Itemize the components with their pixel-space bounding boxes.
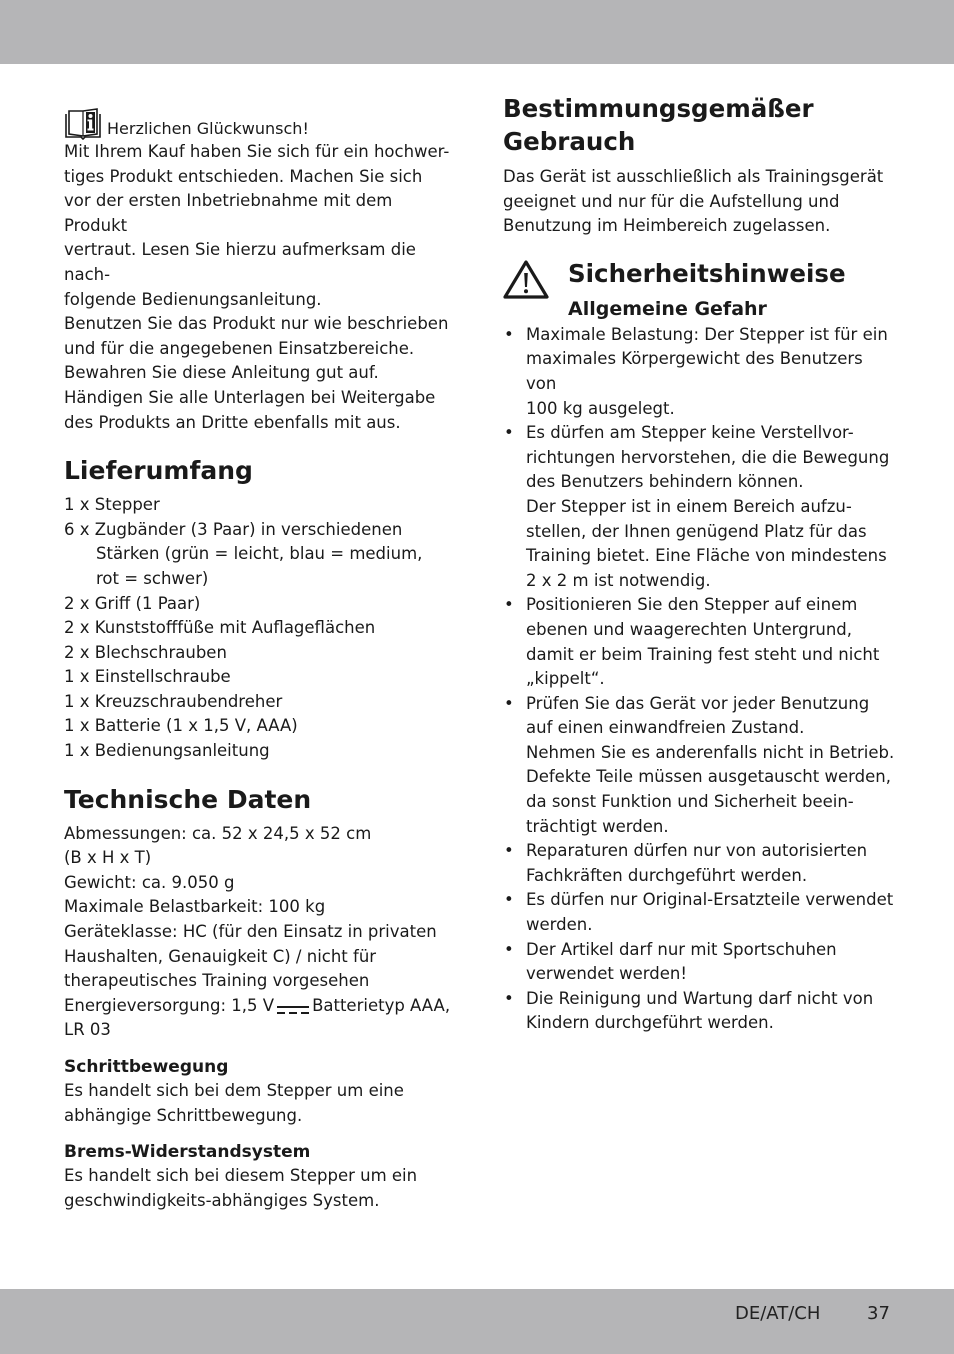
- sicherheit-bullet-line: Defekte Teile müssen ausgetauscht werden,: [526, 767, 891, 787]
- bestimmung-line: Das Gerät ist ausschließlich als Trainingsgerät: [503, 167, 884, 186]
- sicherheit-bullet-line: • Es dürfen nur Original-Ersatzteile verwendet: [526, 890, 894, 910]
- lieferumfang-item-line: 1 x Batterie (1 x 1,5 V, AAA): [64, 716, 298, 736]
- header-band: [0, 0, 954, 64]
- tech-line: Gewicht: ca. 9.050 g: [64, 872, 235, 892]
- tech-line: Abmessungen: ca. 52 x 24,5 x 52 cm: [64, 823, 372, 843]
- footer-region: DE/AT/CH: [735, 1303, 821, 1324]
- sicherheit-bullet-line: richtungen hervorstehen, die die Bewegung: [526, 447, 890, 467]
- intro-line: tiges Produkt entschieden. Machen Sie sich: [64, 166, 423, 186]
- dc-current-symbol-icon: [277, 999, 309, 1009]
- lieferumfang-item: [64, 493, 454, 518]
- bestimmung-heading: [503, 92, 898, 158]
- intro-line: Händigen Sie alle Unterlagen bei Weitergabe: [64, 387, 436, 407]
- brems-heading: Brems-Widerstandsystem: [64, 1142, 311, 1163]
- lieferumfang-item: [64, 518, 454, 592]
- sicherheit-bullet: [503, 839, 898, 888]
- tech-line: therapeutisches Training vorgesehen: [64, 971, 370, 991]
- sicherheit-bullet-line: • Der Artikel darf nur mit Sportschuhen: [526, 939, 837, 959]
- sicherheit-bullet-line: auf einen einwandfreien Zustand.: [526, 718, 805, 738]
- sicherheit-bullet-line: maximales Körpergewicht des Benutzers von: [526, 349, 863, 393]
- right-column: [503, 92, 898, 1036]
- schritt-line: Es handelt sich bei dem Stepper um eine: [64, 1081, 404, 1100]
- left-column: [64, 108, 454, 1213]
- sicherheit-bullet-line: „kippelt“.: [526, 669, 605, 689]
- lieferumfang-item: [64, 739, 454, 764]
- bestimmung-line: Benutzung im Heimbereich zugelassen.: [503, 216, 831, 236]
- intro-line: des Produkts an Dritte ebenfalls mit aus.: [64, 412, 401, 432]
- sicherheit-bullet-line: Fachkräften durchgeführt werden.: [526, 865, 808, 885]
- intro-line: vor der ersten Inbetriebnahme mit dem Produkt: [64, 191, 393, 235]
- sicherheit-bullet-line: damit er beim Training fest steht und nicht: [526, 644, 880, 664]
- intro-line: Mit Ihrem Kauf haben Sie sich für ein hochwer-: [64, 142, 450, 161]
- sicherheit-header: [503, 259, 898, 323]
- lieferumfang-item-line: 2 x Griff (1 Paar): [64, 593, 201, 613]
- sicherheit-bullet-line: Training bietet. Eine Fläche von mindestens: [526, 546, 887, 566]
- brems-line: geschwindigkeits-abhängiges System.: [64, 1190, 380, 1210]
- sicherheit-bullet-line: • Reparaturen dürfen nur von autorisierten: [526, 841, 868, 861]
- sicherheit-bullet-line: Kindern durchgeführt werden.: [526, 1013, 774, 1033]
- brems-line: Es handelt sich bei diesem Stepper um ein: [64, 1166, 418, 1186]
- sicherheit-bullet-line: da sonst Funktion und Sicherheit beein-: [526, 792, 854, 812]
- lieferumfang-list: [64, 493, 454, 764]
- lieferumfang-item: [64, 616, 454, 641]
- sicherheit-bullet-line: trächtigt werden.: [526, 816, 669, 836]
- lieferumfang-item-line: 1 x Kreuzschraubendreher: [64, 691, 283, 711]
- technische-daten-heading: Technische Daten: [64, 784, 312, 814]
- lieferumfang-item: [64, 714, 454, 739]
- sicherheit-bullet-line: des Benutzers behindern können.: [526, 472, 804, 492]
- schritt-line: abhängige Schrittbewegung.: [64, 1105, 303, 1125]
- tech-line: Haushalten, Genauigkeit C) / nicht für: [64, 946, 377, 966]
- sicherheit-heading: Sicherheitshinweise: [568, 258, 846, 288]
- sicherheit-bullet-line: • Maximale Belastung: Der Stepper ist für ein: [526, 324, 888, 344]
- intro-greeting-line: [64, 108, 454, 140]
- lieferumfang-item-line: 2 x Blechschrauben: [64, 642, 227, 662]
- sicherheit-bullet-line: Nehmen Sie es anderenfalls nicht in Betrieb.: [526, 742, 895, 762]
- tech-line: Geräteklasse: HC (für den Einsatz in privaten: [64, 922, 437, 942]
- lieferumfang-item-line: 2 x Kunststofffüße mit Auflageflächen: [64, 618, 376, 638]
- allgemeine-gefahr-heading: Allgemeine Gefahr: [568, 297, 767, 320]
- lieferumfang-item: [64, 592, 454, 617]
- intro-line: und für die angegebenen Einsatzbereiche.: [64, 338, 415, 358]
- intro-paragraph: [64, 140, 454, 435]
- page-number: 37: [867, 1303, 890, 1324]
- sicherheit-bullet: [503, 323, 898, 421]
- sicherheit-bullet-line: stellen, der Ihnen genügend Platz für das: [526, 521, 867, 541]
- intro-greeting: Herzlichen Glückwunsch!: [107, 119, 309, 138]
- lieferumfang-item-line: Stärken (grün = leicht, blau = medium,: [96, 544, 423, 564]
- sicherheit-bullet: [503, 421, 898, 593]
- tech-line: Maximale Belastbarkeit: 100 kg: [64, 897, 326, 917]
- sicherheit-bullet-line: 2 x 2 m ist notwendig.: [526, 570, 711, 590]
- tech-line: (B x H x T): [64, 848, 152, 868]
- sicherheit-bullet: [503, 692, 898, 840]
- lieferumfang-item: [64, 690, 454, 715]
- sicherheit-bullet-line: • Die Reinigung und Wartung darf nicht von: [526, 988, 874, 1008]
- lieferumfang-heading: Lieferumfang: [64, 456, 253, 486]
- lieferumfang-item: [64, 641, 454, 666]
- sicherheit-bullet: [503, 938, 898, 987]
- lieferumfang-item-line: rot = schwer): [96, 568, 209, 588]
- schrittbewegung-heading: Schrittbewegung: [64, 1057, 229, 1077]
- technische-daten-list: [64, 822, 454, 994]
- sicherheit-bullet: [503, 888, 898, 937]
- lieferumfang-item: [64, 665, 454, 690]
- sicherheit-bullet-line: • Es dürfen am Stepper keine Verstellvor-: [526, 423, 854, 443]
- sicherheit-bullet-line: werden.: [526, 915, 593, 935]
- info-book-icon: [64, 108, 102, 140]
- bestimmung-text: [503, 165, 898, 239]
- sicherheit-bullet-line: ebenen und waagerechten Untergrund,: [526, 619, 853, 639]
- intro-line: Bewahren Sie diese Anleitung gut auf.: [64, 363, 379, 383]
- lieferumfang-item-line: 6 x Zugbänder (3 Paar) in verschiedenen: [64, 519, 403, 539]
- schrittbewegung-text: [64, 1079, 454, 1128]
- sicherheit-bullet: [503, 593, 898, 691]
- brems-text: [64, 1164, 454, 1213]
- intro-line: Benutzen Sie das Produkt nur wie beschrieben: [64, 314, 449, 334]
- warning-triangle-icon: [503, 259, 549, 299]
- sicherheit-list: [503, 323, 898, 1036]
- energy-line: Energieversorgung: 1,5 V Batterietyp AAA,: [64, 995, 451, 1015]
- bestimmung-heading-line: Bestimmungsgemäßer: [503, 94, 814, 123]
- intro-line: folgende Bedienungsanleitung.: [64, 289, 322, 309]
- intro-line: vertraut. Lesen Sie hierzu aufmerksam die nach-: [64, 240, 416, 284]
- sicherheit-bullet-line: • Prüfen Sie das Gerät vor jeder Benutzung: [526, 693, 870, 713]
- bestimmung-line: geeignet und nur für die Aufstellung und: [503, 191, 840, 211]
- lieferumfang-item-line: 1 x Einstellschraube: [64, 667, 231, 687]
- lieferumfang-item-line: 1 x Bedienungsanleitung: [64, 741, 270, 761]
- sicherheit-bullet-line: • Positionieren Sie den Stepper auf einem: [526, 595, 858, 615]
- lieferumfang-item-line: 1 x Stepper: [64, 495, 160, 515]
- bestimmung-heading-line: Gebrauch: [503, 127, 636, 156]
- sicherheit-bullet: [503, 987, 898, 1036]
- sicherheit-bullet-line: verwendet werden!: [526, 964, 687, 984]
- sicherheit-bullet-line: 100 kg ausgelegt.: [526, 398, 675, 418]
- sicherheit-bullet-line: Der Stepper ist in einem Bereich aufzu-: [526, 496, 852, 516]
- energy-line-2: LR 03: [64, 1020, 111, 1040]
